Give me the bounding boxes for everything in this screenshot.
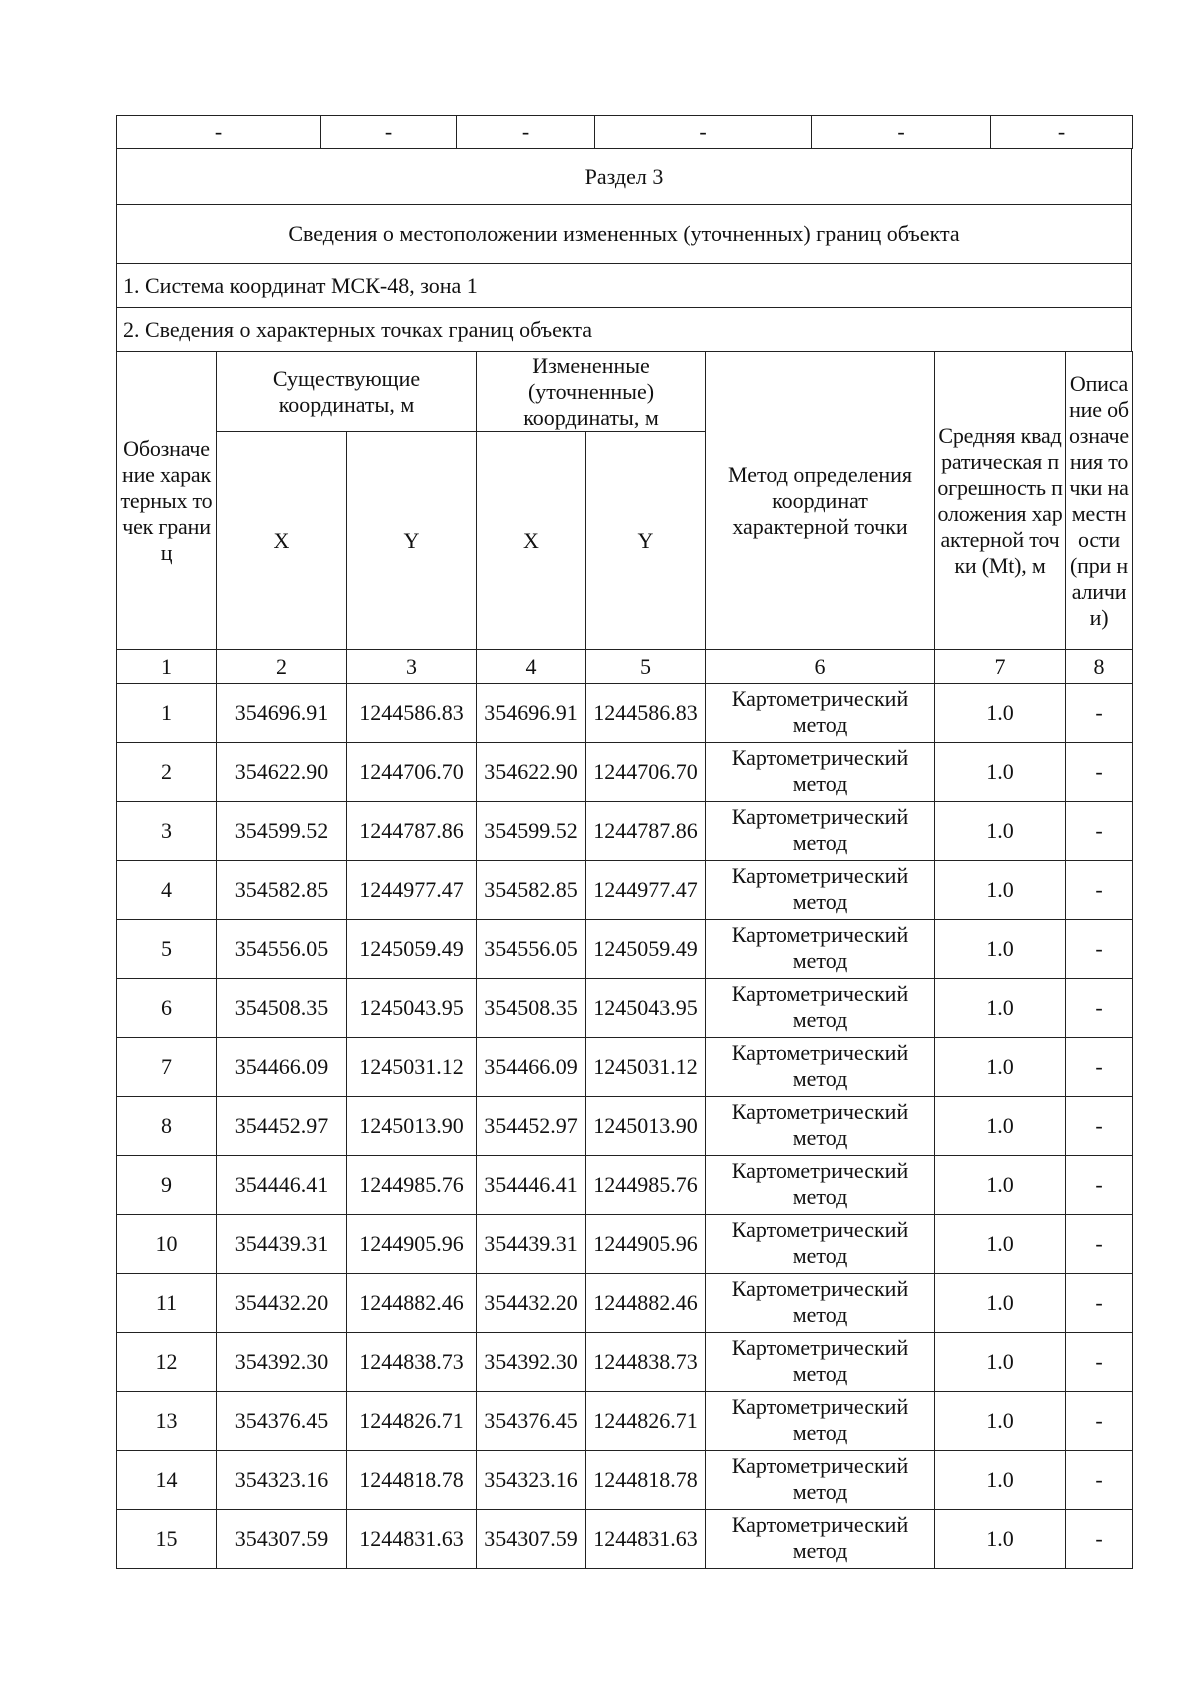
description-value: - [1066, 979, 1133, 1038]
existing-y-value: 1244706.70 [347, 743, 477, 802]
changed-y-value: 1244977.47 [586, 861, 706, 920]
header-changed-x: X [477, 432, 586, 650]
point-number: 12 [117, 1333, 217, 1392]
description-value: - [1066, 743, 1133, 802]
mt-value: 1.0 [935, 1451, 1066, 1510]
changed-y-value: 1244905.96 [586, 1215, 706, 1274]
table-row [117, 1510, 1133, 1569]
description-value: - [1066, 1510, 1133, 1569]
mt-value: 1.0 [935, 1038, 1066, 1097]
existing-y-value: 1244905.96 [347, 1215, 477, 1274]
point-number: 13 [117, 1392, 217, 1451]
point-number: 11 [117, 1274, 217, 1333]
existing-y-value: 1244787.86 [347, 802, 477, 861]
column-number: 4 [477, 650, 586, 684]
section-header-table [116, 148, 1132, 352]
coord-system: 1. Система координат МСК-48, зона 1 [117, 264, 1132, 308]
header-existing-x: X [217, 432, 347, 650]
existing-y-value: 1244882.46 [347, 1274, 477, 1333]
column-number: 3 [347, 650, 477, 684]
existing-x-value: 354582.85 [217, 861, 347, 920]
description-value: - [1066, 1156, 1133, 1215]
existing-x-value: 354452.97 [217, 1097, 347, 1156]
table-row [117, 1274, 1133, 1333]
column-number: 8 [1066, 650, 1133, 684]
changed-x-value: 354307.59 [477, 1510, 586, 1569]
table-row [117, 802, 1133, 861]
description-value: - [1066, 802, 1133, 861]
description-value: - [1066, 684, 1133, 743]
points-table [116, 351, 1133, 1569]
point-number: 8 [117, 1097, 217, 1156]
existing-y-value: 1244586.83 [347, 684, 477, 743]
point-number: 9 [117, 1156, 217, 1215]
header-point-designation: Обозначение характерных точек границ [117, 352, 217, 650]
changed-x-value: 354439.31 [477, 1215, 586, 1274]
mt-value: 1.0 [935, 1333, 1066, 1392]
changed-y-value: 1245031.12 [586, 1038, 706, 1097]
method-value: Картометрический метод [706, 1392, 935, 1451]
existing-y-value: 1244977.47 [347, 861, 477, 920]
existing-y-value: 1244985.76 [347, 1156, 477, 1215]
table-row [117, 979, 1133, 1038]
changed-x-value: 354376.45 [477, 1392, 586, 1451]
section-subtitle: Сведения о местоположении измененных (уточненных) границ объекта [117, 205, 1132, 264]
mt-value: 1.0 [935, 1510, 1066, 1569]
existing-x-value: 354307.59 [217, 1510, 347, 1569]
existing-x-value: 354556.05 [217, 920, 347, 979]
mt-value: 1.0 [935, 802, 1066, 861]
existing-x-value: 354323.16 [217, 1451, 347, 1510]
method-value: Картометрический метод [706, 1038, 935, 1097]
header-existing-y: Y [347, 432, 477, 650]
table-row [117, 1215, 1133, 1274]
header-description: Описание обозначения точки на местности (при наличии) [1066, 352, 1133, 650]
top-cell: - [595, 116, 812, 149]
mt-value: 1.0 [935, 979, 1066, 1038]
point-number: 4 [117, 861, 217, 920]
changed-x-value: 354556.05 [477, 920, 586, 979]
changed-y-value: 1245043.95 [586, 979, 706, 1038]
point-number: 10 [117, 1215, 217, 1274]
changed-x-value: 354508.35 [477, 979, 586, 1038]
description-value: - [1066, 1097, 1133, 1156]
table-row [117, 684, 1133, 743]
changed-y-value: 1244882.46 [586, 1274, 706, 1333]
changed-x-value: 354446.41 [477, 1156, 586, 1215]
existing-x-value: 354622.90 [217, 743, 347, 802]
point-number: 1 [117, 684, 217, 743]
mt-value: 1.0 [935, 1392, 1066, 1451]
changed-x-value: 354622.90 [477, 743, 586, 802]
existing-x-value: 354599.52 [217, 802, 347, 861]
existing-x-value: 354376.45 [217, 1392, 347, 1451]
description-value: - [1066, 1333, 1133, 1392]
method-value: Картометрический метод [706, 1215, 935, 1274]
changed-y-value: 1244838.73 [586, 1333, 706, 1392]
changed-x-value: 354452.97 [477, 1097, 586, 1156]
changed-y-value: 1245013.90 [586, 1097, 706, 1156]
description-value: - [1066, 861, 1133, 920]
point-number: 5 [117, 920, 217, 979]
changed-y-value: 1244706.70 [586, 743, 706, 802]
top-cell: - [991, 116, 1133, 149]
existing-x-value: 354508.35 [217, 979, 347, 1038]
top-cell: - [457, 116, 595, 149]
header-mt: Средняя квадратическая погрешность положения характерной точки (Mt), м [935, 352, 1066, 650]
column-number: 6 [706, 650, 935, 684]
mt-value: 1.0 [935, 861, 1066, 920]
changed-y-value: 1244586.83 [586, 684, 706, 743]
point-number: 14 [117, 1451, 217, 1510]
changed-y-value: 1245059.49 [586, 920, 706, 979]
table-row [117, 1392, 1133, 1451]
method-value: Картометрический метод [706, 802, 935, 861]
mt-value: 1.0 [935, 1097, 1066, 1156]
top-cell: - [321, 116, 457, 149]
method-value: Картометрический метод [706, 1333, 935, 1392]
table-row [117, 1097, 1133, 1156]
method-value: Картометрический метод [706, 861, 935, 920]
method-value: Картометрический метод [706, 1274, 935, 1333]
existing-y-value: 1245043.95 [347, 979, 477, 1038]
header-changed-y: Y [586, 432, 706, 650]
table-row [117, 920, 1133, 979]
point-number: 15 [117, 1510, 217, 1569]
top-cell: - [812, 116, 991, 149]
mt-value: 1.0 [935, 1274, 1066, 1333]
point-number: 2 [117, 743, 217, 802]
section-title: Раздел 3 [117, 149, 1132, 205]
existing-x-value: 354392.30 [217, 1333, 347, 1392]
point-number: 6 [117, 979, 217, 1038]
changed-x-value: 354466.09 [477, 1038, 586, 1097]
point-number: 7 [117, 1038, 217, 1097]
column-number: 7 [935, 650, 1066, 684]
table-row [117, 861, 1133, 920]
existing-y-value: 1245031.12 [347, 1038, 477, 1097]
description-value: - [1066, 1274, 1133, 1333]
points-heading: 2. Сведения о характерных точках границ объекта [117, 308, 1132, 352]
changed-y-value: 1244818.78 [586, 1451, 706, 1510]
mt-value: 1.0 [935, 920, 1066, 979]
method-value: Картометрический метод [706, 743, 935, 802]
changed-y-value: 1244826.71 [586, 1392, 706, 1451]
method-value: Картометрический метод [706, 1097, 935, 1156]
header-changed-coords: Измененные (уточненные) координаты, м [477, 352, 706, 432]
existing-x-value: 354439.31 [217, 1215, 347, 1274]
column-number: 5 [586, 650, 706, 684]
mt-value: 1.0 [935, 1156, 1066, 1215]
existing-x-value: 354432.20 [217, 1274, 347, 1333]
changed-x-value: 354323.16 [477, 1451, 586, 1510]
description-value: - [1066, 1215, 1133, 1274]
existing-y-value: 1244826.71 [347, 1392, 477, 1451]
table-row [117, 743, 1133, 802]
column-number: 2 [217, 650, 347, 684]
changed-x-value: 354432.20 [477, 1274, 586, 1333]
method-value: Картометрический метод [706, 684, 935, 743]
changed-x-value: 354392.30 [477, 1333, 586, 1392]
changed-y-value: 1244985.76 [586, 1156, 706, 1215]
column-number: 1 [117, 650, 217, 684]
mt-value: 1.0 [935, 1215, 1066, 1274]
changed-x-value: 354696.91 [477, 684, 586, 743]
table-row [117, 1333, 1133, 1392]
method-value: Картометрический метод [706, 979, 935, 1038]
header-method: Метод определения координат характерной точки [706, 352, 935, 650]
existing-y-value: 1245013.90 [347, 1097, 477, 1156]
method-value: Картометрический метод [706, 920, 935, 979]
table-row [117, 1038, 1133, 1097]
description-value: - [1066, 1451, 1133, 1510]
mt-value: 1.0 [935, 743, 1066, 802]
method-value: Картометрический метод [706, 1510, 935, 1569]
changed-x-value: 354582.85 [477, 861, 586, 920]
changed-y-value: 1244831.63 [586, 1510, 706, 1569]
description-value: - [1066, 1392, 1133, 1451]
changed-x-value: 354599.52 [477, 802, 586, 861]
top-continuation-row [116, 115, 1133, 149]
method-value: Картометрический метод [706, 1451, 935, 1510]
existing-y-value: 1244838.73 [347, 1333, 477, 1392]
table-row [117, 1156, 1133, 1215]
existing-x-value: 354696.91 [217, 684, 347, 743]
header-existing-coords: Существующие координаты, м [217, 352, 477, 432]
point-number: 3 [117, 802, 217, 861]
existing-x-value: 354466.09 [217, 1038, 347, 1097]
top-cell: - [117, 116, 321, 149]
table-row [117, 1451, 1133, 1510]
mt-value: 1.0 [935, 684, 1066, 743]
method-value: Картометрический метод [706, 1156, 935, 1215]
existing-y-value: 1244818.78 [347, 1451, 477, 1510]
existing-x-value: 354446.41 [217, 1156, 347, 1215]
changed-y-value: 1244787.86 [586, 802, 706, 861]
existing-y-value: 1244831.63 [347, 1510, 477, 1569]
description-value: - [1066, 1038, 1133, 1097]
existing-y-value: 1245059.49 [347, 920, 477, 979]
description-value: - [1066, 920, 1133, 979]
